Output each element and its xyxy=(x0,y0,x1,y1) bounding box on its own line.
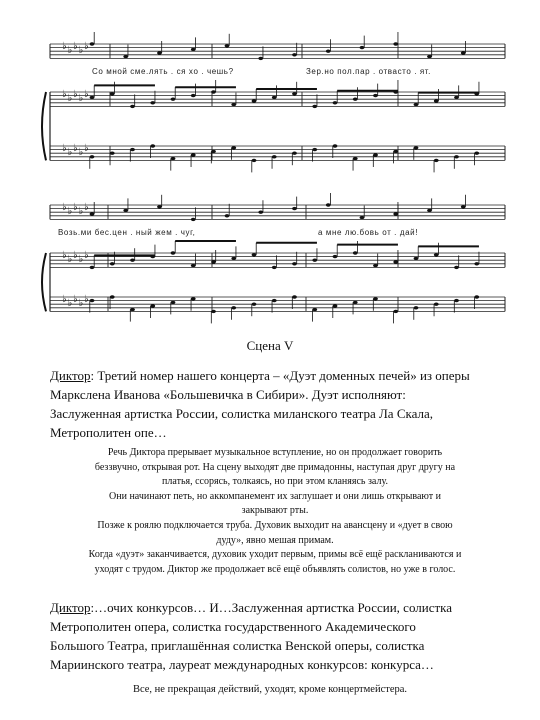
speaker-label: Диктор xyxy=(50,368,91,383)
note-head xyxy=(252,253,257,256)
note-head xyxy=(353,301,358,304)
note-head xyxy=(474,152,479,155)
note-head xyxy=(353,251,358,254)
note-head xyxy=(191,94,196,97)
note-head xyxy=(393,90,398,93)
staff-lines xyxy=(50,44,505,311)
note-head xyxy=(333,255,338,258)
note-head xyxy=(231,306,236,309)
note-head xyxy=(272,266,277,269)
note-head xyxy=(360,216,365,219)
note-head xyxy=(393,212,398,215)
flat-sign: ♭ xyxy=(73,294,78,305)
flat-sign: ♭ xyxy=(73,202,78,213)
flat-sign: ♭ xyxy=(84,250,89,261)
note-head xyxy=(191,297,196,300)
note-head xyxy=(373,264,378,267)
stage-line: Позже к роялю подключается труба. Духовик выходит на авансцену и «дует в свою xyxy=(97,519,453,531)
note-head xyxy=(90,96,95,99)
note-head xyxy=(292,295,297,298)
para1-line-1: : Третий номер нашего концерта – «Дуэт доменных печей» из оперы xyxy=(90,368,470,383)
flat-sign: ♭ xyxy=(78,93,84,104)
para2-line-3: Большого Театра, приглашённая солистка Венской оперы, солистка xyxy=(50,638,425,653)
note-head xyxy=(414,257,419,260)
flat-sign: ♭ xyxy=(78,147,84,158)
flat-sign: ♭ xyxy=(67,45,73,56)
note-head xyxy=(225,44,230,47)
note-head xyxy=(292,207,297,210)
music-score xyxy=(0,0,540,340)
scene-title: Сцена V xyxy=(246,338,294,353)
flat-sign: ♭ xyxy=(73,41,78,52)
note-head xyxy=(90,212,95,215)
note-head xyxy=(434,99,439,102)
flat-sign: ♭ xyxy=(62,202,67,213)
note-head xyxy=(130,308,135,311)
flat-sign: ♭ xyxy=(67,298,73,309)
flat-sign: ♭ xyxy=(84,143,89,154)
note-head xyxy=(171,157,176,160)
note-head xyxy=(150,101,155,104)
note-head xyxy=(333,144,338,147)
note-head xyxy=(427,209,432,212)
note-head xyxy=(231,257,236,260)
stage-directions xyxy=(40,446,510,577)
note-head xyxy=(258,211,263,214)
note-head xyxy=(211,90,216,93)
flat-sign: ♭ xyxy=(84,89,89,100)
speaker-label: Диктор xyxy=(50,600,91,615)
flat-sign: ♭ xyxy=(73,143,78,154)
lyrics-line-1a: Со мной сме.лять . ся хо . чешь? xyxy=(92,67,234,76)
note-head xyxy=(434,253,439,256)
note-head xyxy=(171,98,176,101)
note-head xyxy=(454,96,459,99)
note-head xyxy=(171,301,176,304)
flat-sign: ♭ xyxy=(78,206,84,217)
note-head xyxy=(373,94,378,97)
flat-sign: ♭ xyxy=(67,254,73,265)
note-head xyxy=(211,260,216,263)
note-head xyxy=(150,144,155,147)
note-head xyxy=(474,262,479,265)
stage-line: беззвучно, открывая рот. На сцену выходят две примадонны, наступая друг другу на xyxy=(94,461,456,473)
note-head xyxy=(130,105,135,108)
note-head xyxy=(110,262,115,265)
stage-line: уходят с трудом. Диктор же продолжает всё ещё объявлять солистов, но уже в голос. xyxy=(94,563,456,575)
para1-line-3: Заслуженная артистка России, солистка миланского театра Ла Скала, xyxy=(50,406,434,421)
note-head xyxy=(90,299,95,302)
note-head xyxy=(474,295,479,298)
note-head xyxy=(231,103,236,106)
note-head xyxy=(252,303,257,306)
note-head xyxy=(272,299,277,302)
para2-line-4: Мариинского театра, лауреат международных конкурсов: конкурса… xyxy=(50,657,434,672)
note-head xyxy=(353,98,358,101)
flat-sign: ♭ xyxy=(62,294,67,305)
flat-sign: ♭ xyxy=(62,89,67,100)
note-head xyxy=(123,209,128,212)
note-head xyxy=(373,297,378,300)
note-head xyxy=(393,310,398,313)
flat-sign: ♭ xyxy=(78,45,84,56)
flat-sign: ♭ xyxy=(78,298,84,309)
note-head xyxy=(414,306,419,309)
note-head xyxy=(414,146,419,149)
lyrics-line-1b: Зер.но пол.пар . отвасто . ят. xyxy=(306,67,432,76)
note-head xyxy=(292,262,297,265)
note-head xyxy=(191,264,196,267)
note-head xyxy=(333,101,338,104)
note-head xyxy=(312,259,317,262)
flat-sign: ♭ xyxy=(62,143,67,154)
note-head xyxy=(110,152,115,155)
flat-sign: ♭ xyxy=(84,202,89,213)
para2-line-2: Метрополитен опера, солистка государственного Академического xyxy=(50,619,416,634)
footer-stage-direction: Все, не прекращая действий, уходят, кроме концертмейстера. xyxy=(132,684,408,695)
note-head xyxy=(454,299,459,302)
flat-sign: ♭ xyxy=(84,294,89,305)
note-head xyxy=(312,148,317,151)
brace xyxy=(42,92,46,160)
note-head xyxy=(211,310,216,313)
note-head xyxy=(461,205,466,208)
stage-line: платья, ссорясь, толкаясь, но при этом кланяясь залу. xyxy=(162,476,388,488)
note-head xyxy=(110,295,115,298)
note-head xyxy=(157,205,162,208)
note-head xyxy=(272,96,277,99)
stage-line: Речь Диктора прерывает музыкальное вступление, но он продолжает говорить xyxy=(107,447,443,458)
stage-line: Когда «дуэт» заканчивается, духовик уходит первым, примы всё ещё раскланиваются и xyxy=(88,549,462,561)
stage-line: дуду», явно мешая примам. xyxy=(216,534,334,546)
note-head xyxy=(171,251,176,254)
note-head xyxy=(191,218,196,221)
note-head xyxy=(150,255,155,258)
note-head xyxy=(225,214,230,217)
note-head xyxy=(130,148,135,151)
note-head xyxy=(427,55,432,58)
note-head xyxy=(454,266,459,269)
note-head xyxy=(434,159,439,162)
flat-sign: ♭ xyxy=(67,206,73,217)
note-head xyxy=(360,46,365,49)
note-head xyxy=(434,303,439,306)
note-head xyxy=(272,155,277,158)
announcer-paragraph-1 xyxy=(50,366,510,442)
note-head xyxy=(393,42,398,45)
note-head xyxy=(454,155,459,158)
para1-line-4: Метрополитен опе… xyxy=(50,425,167,440)
stage-line: закрывают рты. xyxy=(241,505,309,517)
brace xyxy=(42,253,46,311)
note-head xyxy=(90,42,95,45)
note-head xyxy=(90,155,95,158)
note-head xyxy=(333,304,338,307)
note-head xyxy=(414,103,419,106)
flat-sign: ♭ xyxy=(73,250,78,261)
note-head xyxy=(252,159,257,162)
note-head xyxy=(211,150,216,153)
lyrics-line-2b: а мне лю.бовь от . дай! xyxy=(318,228,419,237)
note-head xyxy=(258,57,263,60)
note-head xyxy=(461,51,466,54)
note-head xyxy=(123,55,128,58)
flat-sign: ♭ xyxy=(67,147,73,158)
note-head xyxy=(191,153,196,156)
announcer-paragraph-2 xyxy=(50,598,510,674)
note-head xyxy=(312,308,317,311)
note-head xyxy=(90,266,95,269)
flat-sign: ♭ xyxy=(62,41,67,52)
note-head xyxy=(373,153,378,156)
para1-line-2: Маркслена Иванова «Большевичка в Сибири». Дуэт исполняют: xyxy=(50,387,406,402)
note-head xyxy=(130,259,135,262)
note-head xyxy=(326,50,331,53)
flat-sign: ♭ xyxy=(62,250,67,261)
note-head xyxy=(231,146,236,149)
note-head xyxy=(393,260,398,263)
flat-sign: ♭ xyxy=(73,89,78,100)
note-head xyxy=(110,92,115,95)
para2-line-1: :…очих конкурсов… И…Заслуженная артистка России, солистка xyxy=(90,600,453,615)
note-head xyxy=(150,304,155,307)
note-head xyxy=(326,203,331,206)
note-head xyxy=(353,157,358,160)
note-head xyxy=(157,51,162,54)
note-head xyxy=(292,152,297,155)
stage-line: Они начинают петь, но аккомпанемент их заглушает и они лишь открывают и xyxy=(109,490,441,502)
note-head xyxy=(252,99,257,102)
flat-sign: ♭ xyxy=(84,41,89,52)
note-head xyxy=(312,105,317,108)
note-head xyxy=(474,92,479,95)
lyrics-line-2a: Возь.ми бес.цен . ный жем . чуг, xyxy=(58,228,196,237)
note-head xyxy=(393,150,398,153)
flat-sign: ♭ xyxy=(67,93,73,104)
note-head xyxy=(292,92,297,95)
note-head xyxy=(191,48,196,51)
note-head xyxy=(292,53,297,56)
flat-sign: ♭ xyxy=(78,254,84,265)
